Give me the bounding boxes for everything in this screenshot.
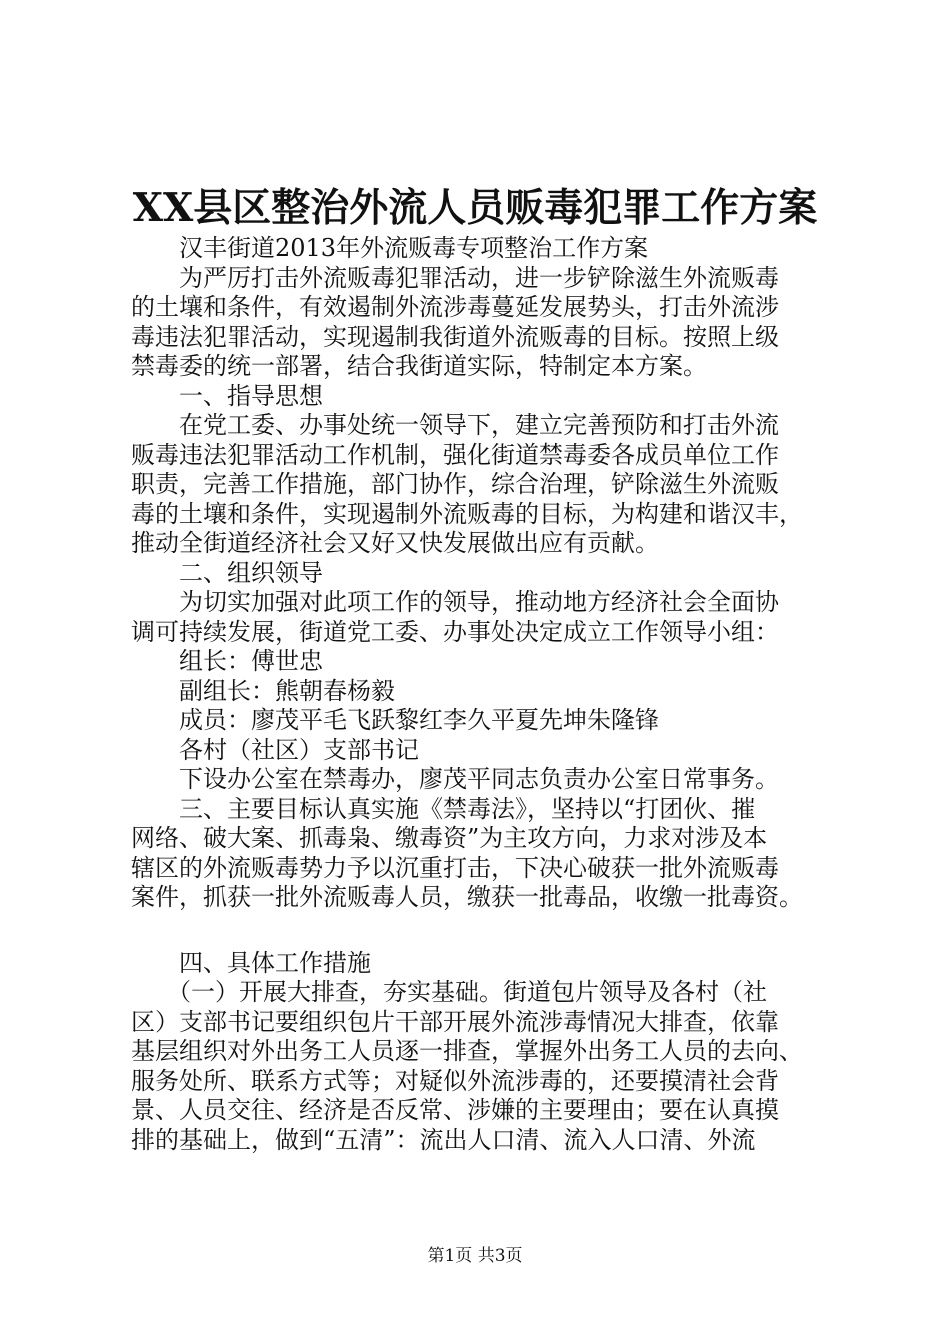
section-heading: 四、具体工作措施: [179, 948, 371, 977]
paragraph-line: 调可持续发展，街道党工委、办事处决定成立工作领导小组：: [131, 617, 779, 646]
paragraph-line: 职责，完善工作措施，部门协作，综合治理，铲除滋生外流贩: [131, 470, 779, 498]
paragraph-gap: [131, 913, 841, 949]
paragraph-line: 排的基础上，做到“五清”：流出人口清、流入人口清、外流: [131, 1125, 756, 1154]
paragraph-line: 基层组织对外出务工人员逐一排查，掌握外出务工人员的去向、: [131, 1037, 803, 1065]
document-body: [131, 234, 841, 1155]
paragraph-line: 禁毒委的统一部署，结合我街道实际，特制定本方案。: [131, 352, 707, 380]
paragraph-line: 毒违法犯罪活动，实现遏制我街道外流贩毒的目标。按照上级: [131, 322, 779, 351]
paragraph-line: 区）支部书记要组织包片干部开展外流涉毒情况大排查，依靠: [131, 1007, 779, 1036]
paragraph-line: 案件，抓获一批外流贩毒人员，缴获一批毒品，收缴一批毒资。: [131, 883, 803, 911]
paragraph-line: 在党工委、办事处统一领导下，建立完善预防和打击外流: [179, 411, 779, 439]
paragraph-line: 毒的土壤和条件，实现遏制外流贩毒的目标，为构建和谐汉丰，: [131, 499, 803, 528]
paragraph-line: 推动全街道经济社会又好又快发展做出应有贡献。: [131, 529, 659, 557]
section-heading: 一、指导思想: [179, 381, 323, 410]
paragraph-line: 服务处所、联系方式等；对疑似外流涉毒的，还要摸清社会背: [131, 1066, 779, 1095]
page-footer: 第1页 共3页: [427, 1246, 523, 1266]
paragraph-line: 下设办公室在禁毒办，廖茂平同志负责办公室日常事务。: [179, 765, 779, 793]
paragraph-line: 为严厉打击外流贩毒犯罪活动，进一步铲除滋生外流贩毒: [179, 263, 779, 292]
document-title: XX县区整治外流人员贩毒犯罪工作方案: [132, 185, 818, 231]
paragraph-line: 副组长：熊朝春杨毅: [179, 676, 395, 705]
paragraph-line: 组长：傅世忠: [179, 647, 323, 675]
paragraph-line: 各村（社区）支部书记: [179, 735, 419, 764]
subtitle-line: 汉丰街道2013年外流贩毒专项整治工作方案: [179, 234, 649, 262]
paragraph-line: 成员：廖茂平毛飞跃黎红李久平夏先坤朱隆锋: [179, 706, 659, 734]
paragraph-line: 景、人员交往、经济是否反常、涉嫌的主要理由；要在认真摸: [131, 1096, 779, 1124]
paragraph-line: 的土壤和条件，有效遏制外流涉毒蔓延发展势头，打击外流涉: [131, 293, 779, 321]
paragraph-line: 三、主要目标认真实施《禁毒法》，坚持以“打团伙、摧: [179, 794, 756, 823]
paragraph-line: 网络、破大案、抓毒枭、缴毒资”为主攻方向，力求对涉及本: [131, 824, 768, 852]
paragraph-line: 为切实加强对此项工作的领导，推动地方经济社会全面协: [179, 588, 779, 616]
paragraph-line: 辖区的外流贩毒势力予以沉重打击，下决心破获一批外流贩毒: [131, 853, 779, 882]
paragraph-line: （一）开展大排查，夯实基础。街道包片领导及各村（社: [167, 978, 767, 1006]
section-heading: 二、组织领导: [179, 558, 323, 587]
paragraph-line: 贩毒违法犯罪活动工作机制，强化街道禁毒委各成员单位工作: [131, 440, 779, 469]
